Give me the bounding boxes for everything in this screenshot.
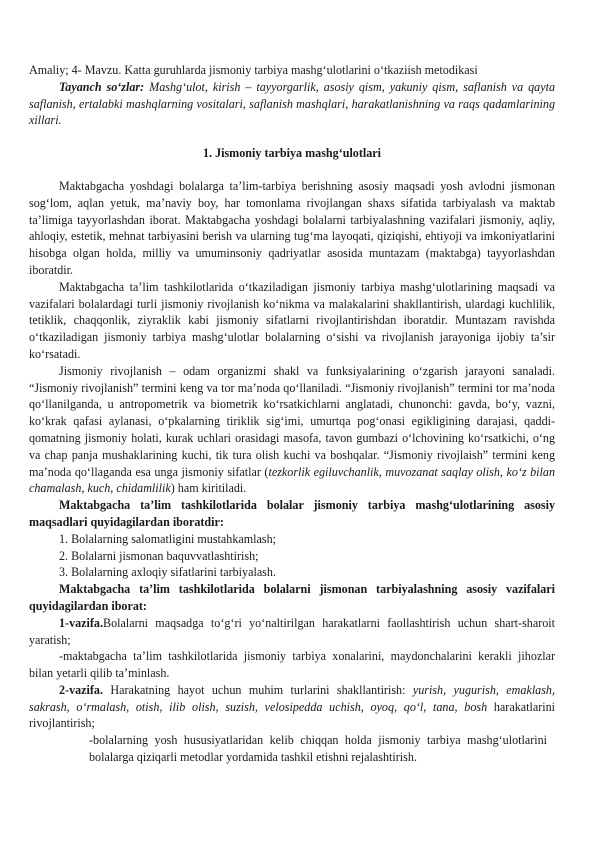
key-words-paragraph bbox=[29, 79, 555, 129]
goal-item: 1. Bolalarning salomatligini mustahkamlash; bbox=[59, 531, 276, 546]
key-words-label: Tayanch so‘zlar: bbox=[59, 79, 145, 94]
task-2-sub: -bolalarning yosh hususiyatlaridan kelib chiqqan holda jismoniy tarbiya mashg‘ulotlarini bolalarga qiziqarli metodlar yordamida tashkil etishni rejalashtirish. bbox=[89, 733, 547, 765]
task-2-text: Harakatning hayot uchun muhim turlarini shakllantirish: bbox=[103, 682, 413, 697]
paragraph-3-italic: tezkorlik egiluvchanlik, muvozanat saqlay olish, ko‘z bilan chamalash, kuch, chidamlilik bbox=[29, 464, 555, 496]
goals-heading bbox=[29, 497, 555, 531]
tasks-heading-text: Maktabgacha ta’lim tashkilotlarida bolalarni jismonan tarbiyalashning asosiy vazifalari quyidagilardan iborat: bbox=[29, 582, 555, 613]
task-2-label: 2-vazifa. bbox=[59, 682, 103, 697]
goal-item: 2. Bolalarni jismonan baquvvatlashtirish; bbox=[59, 548, 259, 563]
paragraph-2: Maktabgacha ta’lim tashkilotlarida o‘tkaziladigan jismoniy tarbiya mashg‘ulotlarining maqsadi va vazifalari bolalardagi turli jismoniy rivojlanish ko‘nikma va malakalarini shakllantirish, ulardagi kuchlilik, tetiklik, chaqqonlik, ziyraklik kabi jismoniy sifatlarni rivojlantirishdan iboratdir. Muntazam ravishda o‘tkaziladigan jismoniy tarbiya mashg‘ulotlar bolalarning o‘sishi va rivojlanish jarayoniga ijobiy ta’sir ko‘rsatadi. bbox=[29, 279, 555, 361]
task-1-sub: -maktabgacha ta’lim tashkilotlarida jismoniy tarbiya xonalarini, maydonchalarini kerakli jihozlar bilan yetarli qilib ta’minlash. bbox=[29, 649, 555, 681]
section-title: 1. Jismoniy tarbiya mashg‘ulotlari bbox=[202, 146, 382, 161]
task-2-italic: yurish, yugurish, emaklash, sakrash, o‘rmalash, otish, ilib olish, suzish, velosipedda uchish, oyoq, qo‘l, tana, bosh bbox=[29, 682, 556, 714]
paragraph-1: Maktabgacha yoshdagi bolalarga ta’lim-tarbiya berishning asosiy maqsadi yosh avlodni jismonan sog‘lom, aqlan yetuk, ma’naviy boy, har tomonlama rivojlangan shaxs sifatida tarbiyalash va maktab ta’limiga tayyorlashdan iborat. Maktabgacha yoshdagi bolalarni tarbiyalashning vazifalari jismoniy, aqliy, ahloqiy, estetik, mehnat tarbiyasini berish va ularning tug‘ma layoqati, qiziqishi, ehtiyoji va imkoniyatlarini hisobga olgan holda, milliy va umuminsoniy qadriyatlar asosida muntazam (maktabga) tayyorlashdan iboratdir. bbox=[29, 178, 555, 277]
paragraph-3 bbox=[29, 363, 555, 497]
task-1 bbox=[29, 615, 555, 649]
task-1-label: 1-vazifa. bbox=[59, 615, 103, 630]
page-header: Amaliy; 4- Mavzu. Katta guruhlarda jismoniy tarbiya mashg‘ulotlarini o‘tkaziish metodikasi bbox=[29, 63, 478, 77]
goals-heading-text: Maktabgacha ta’lim tashkilotlarida bolalar jismoniy tarbiya mashg‘ulotlarining asosiy maqsadlari quyidagilardan iboratdir: bbox=[29, 498, 555, 529]
goal-item: 3. Bolalarning axloqiy sifatlarini tarbiyalash. bbox=[59, 565, 276, 580]
task-1-text: Bolalarni maqsadga to‘g‘ri yo‘naltirilgan harakatlarni faollashtirish uchun shart-sharoit yaratish; bbox=[29, 615, 555, 647]
key-words-text: Mashg‘ulot, kirish – tayyorgarlik, asosiy qism, yakuniy qism, saflanish va qayta saflanish, ertalabki mashqlarning vositalari, saflanish mashqlari, harakatlanishning va raqs qadamlarining xillari. bbox=[29, 79, 555, 128]
task-2 bbox=[29, 682, 555, 732]
tasks-heading bbox=[29, 581, 555, 615]
document-page bbox=[29, 62, 555, 766]
paragraph-3-end: ) ham kiritiladi. bbox=[170, 481, 247, 496]
paragraph-3-text: Jismoniy rivojlanish – odam organizmi shakl va funksiyalarining o‘zgarish jarayoni sanaladi. “Jismoniy rivojlanish” termini keng va tor ma’noda qo‘llaniladi. “Jismoniy rivojlanish” termini tor ma’noda qo‘llanilganda, u antropometrik va biometrik ko‘rsatkichlarni anglatadi, chunonchi: gavda, bo‘y, vazni, ko‘krak qafasi aylanasi, o‘pkalarning tiriklik sig‘imi, umurtqa pog‘onasi egikligining darajasi, qaddi-qomatning jismoniy holati, kurak uchlari orasidagi masofa, tavon gumbazi o‘lchovining ko‘rsatkichi, o‘ng va chap panja mushaklarining kuchi, tik tura olish kuchi va boshqalar. “Jismoniy rivojlaish” termini keng ma’noda qo‘llaganda esa unga jismoniy sifatlar ( bbox=[29, 363, 555, 479]
task-2-end: harakatlarini rivojlantirish; bbox=[29, 699, 555, 731]
